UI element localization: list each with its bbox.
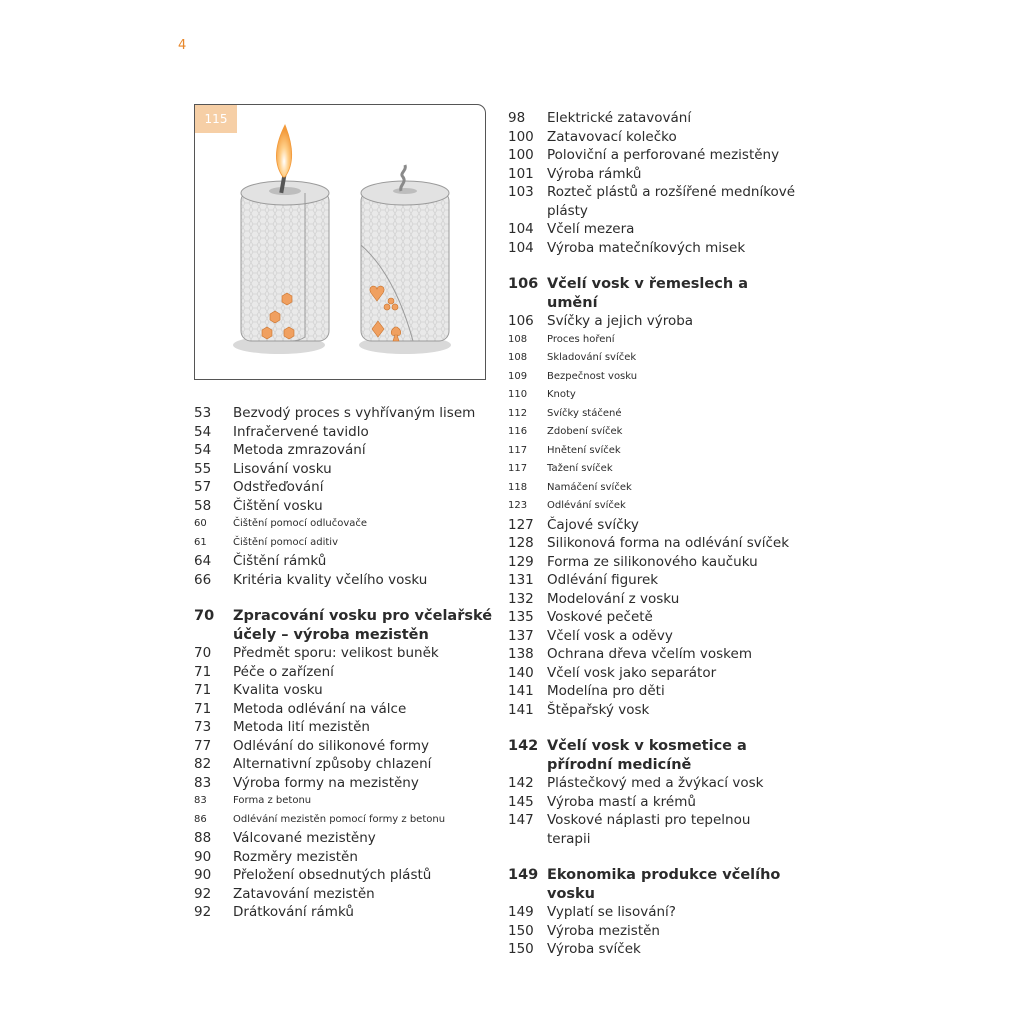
toc-page-number: 129 — [508, 553, 534, 570]
toc-entry — [508, 534, 798, 553]
toc-title: Modelína pro děti — [547, 683, 665, 699]
toc-title: Výroba svíček — [547, 941, 641, 957]
toc-page-number: 108 — [508, 352, 528, 363]
toc-title: Štěpařský vosk — [547, 701, 650, 718]
toc-page-number: 142 — [508, 775, 534, 791]
toc-page-number: 64 — [194, 553, 212, 569]
toc-page-number: 109 — [508, 370, 528, 382]
toc-page-number: 54 — [194, 442, 212, 458]
toc-title: Namáčení svíček — [547, 481, 632, 493]
toc-title: Výroba matečníkových misek — [547, 239, 746, 256]
toc-title: Bezpečnost vosku — [547, 370, 638, 382]
figure-number-badge: 115 — [195, 105, 237, 133]
toc-entry — [508, 682, 798, 701]
toc-title: Výroba mastí a krémů — [547, 793, 696, 810]
toc-page-number: 100 — [508, 128, 534, 145]
toc-title: Čištění pomocí aditiv — [233, 536, 338, 548]
toc-entry — [194, 811, 494, 830]
toc-page-number: 117 — [508, 463, 528, 474]
toc-page-number: 54 — [194, 423, 212, 440]
toc-chapter-heading — [508, 866, 798, 903]
toc-page-number: 108 — [508, 333, 528, 345]
toc-entry — [508, 128, 798, 147]
toc-entry — [508, 774, 798, 793]
toc-entry — [508, 479, 798, 498]
toc-title: Tažení svíček — [547, 463, 613, 474]
toc-entry — [194, 737, 494, 756]
toc-title: Rozměry mezistěn — [233, 848, 358, 865]
toc-title: Výroba formy na mezistěny — [233, 774, 419, 791]
toc-title: Odlévání do silikonové formy — [233, 737, 429, 754]
candle-illustration — [194, 104, 486, 380]
toc-chapter-heading — [508, 737, 798, 774]
toc-entry — [508, 165, 798, 184]
toc-title: Vyplatí se lisování? — [547, 904, 676, 920]
toc-entry — [508, 701, 798, 720]
toc-entry — [508, 664, 798, 683]
toc-entry — [194, 404, 494, 423]
toc-entry — [508, 903, 798, 922]
toc-title: Zdobení svíček — [547, 426, 623, 437]
toc-entry — [194, 755, 494, 774]
toc-entry — [508, 922, 798, 941]
toc-page-number: 145 — [508, 793, 534, 810]
toc-title: Včelí vosk v kosmetice a přírodní medicíně — [547, 738, 747, 773]
toc-title: Včelí vosk a oděvy — [547, 627, 673, 644]
toc-entry — [508, 811, 798, 848]
toc-page-number: 92 — [194, 885, 212, 902]
toc-title: Metoda odlévání na válce — [233, 700, 407, 717]
toc-title: Výroba rámků — [547, 165, 642, 182]
toc-entry — [194, 700, 494, 719]
toc-entry — [508, 590, 798, 609]
toc-page-number: 61 — [194, 536, 207, 548]
toc-title: Voskové náplasti pro tepelnou terapii — [547, 812, 751, 847]
toc-title: Zatavovací kolečko — [547, 128, 677, 145]
toc-title: Zpracování vosku pro včelařské účely – výroba mezistěn — [233, 608, 493, 643]
toc-entry — [508, 497, 798, 516]
toc-title: Předmět sporu: velikost buněk — [233, 645, 439, 661]
toc-page-number: 57 — [194, 479, 212, 495]
toc-entry — [194, 441, 494, 460]
toc-entry — [508, 627, 798, 646]
toc-page-number: 53 — [194, 405, 212, 421]
toc-page-number: 88 — [194, 830, 212, 846]
toc-page-number: 66 — [194, 571, 212, 588]
toc-title: Odlévání svíček — [547, 500, 626, 511]
toc-title: Proces hoření — [547, 333, 615, 345]
toc-page-number: 60 — [194, 518, 207, 529]
toc-title: Včelí mezera — [547, 221, 635, 237]
toc-title: Hnětení svíček — [547, 444, 621, 456]
toc-page-number: 90 — [194, 867, 212, 883]
toc-entry — [194, 552, 494, 571]
toc-page-number: 106 — [508, 276, 539, 292]
toc-title: Čajové svíčky — [547, 516, 639, 533]
toc-title: Elektrické zatavování — [547, 110, 692, 126]
toc-title: Plástečkový med a žvýkací vosk — [547, 775, 764, 791]
toc-page-number: 83 — [194, 795, 207, 806]
toc-page-number: 70 — [194, 645, 212, 661]
toc-entry — [508, 349, 798, 368]
toc-page-number: 137 — [508, 627, 534, 644]
toc-page-number: 55 — [194, 460, 212, 477]
toc-page-number: 86 — [194, 813, 207, 825]
toc-page-number: 90 — [194, 848, 212, 865]
toc-page-number: 147 — [508, 812, 534, 828]
toc-title: Odlévání figurek — [547, 572, 659, 588]
toc-entry — [194, 792, 494, 811]
toc-page-number: 112 — [508, 407, 528, 419]
toc-entry — [194, 423, 494, 442]
toc-page-number: 117 — [508, 444, 528, 456]
toc-page-number: 104 — [508, 239, 534, 256]
toc-page-number: 140 — [508, 664, 534, 681]
page-number: 4 — [178, 38, 187, 53]
toc-title: Knoty — [547, 389, 576, 400]
toc-title: Metoda lití mezistěn — [233, 719, 370, 735]
toc-entry — [508, 793, 798, 812]
toc-title: Čištění pomocí odlučovače — [233, 518, 368, 529]
toc-page-number: 73 — [194, 719, 212, 735]
toc-title: Skladování svíček — [547, 352, 637, 363]
toc-entry — [508, 220, 798, 239]
toc-page-number: 106 — [508, 313, 534, 329]
toc-entry — [194, 478, 494, 497]
toc-entry — [508, 146, 798, 165]
toc-title: Forma z betonu — [233, 795, 312, 806]
toc-page-number: 150 — [508, 941, 534, 957]
toc-chapter-heading — [508, 275, 798, 312]
toc-entry — [194, 460, 494, 479]
toc-page-number: 82 — [194, 756, 212, 772]
toc-page-number: 132 — [508, 590, 534, 607]
toc-title: Rozteč plástů a rozšířené medníkové plásty — [547, 184, 796, 219]
toc-page-number: 70 — [194, 608, 215, 624]
toc-entry — [194, 534, 494, 553]
toc-entry — [508, 553, 798, 572]
toc-entry — [194, 866, 494, 885]
toc-entry — [508, 460, 798, 479]
right-candle — [361, 165, 449, 341]
toc-title: Alternativní způsoby chlazení — [233, 756, 432, 772]
toc-entry — [194, 663, 494, 682]
toc-entry — [508, 442, 798, 461]
rolled-candles-drawing — [195, 105, 486, 380]
toc-entry — [194, 829, 494, 848]
toc-title: Voskové pečetě — [547, 609, 653, 625]
toc-page-number: 71 — [194, 700, 212, 717]
toc-page-number: 110 — [508, 389, 528, 400]
toc-page-number: 127 — [508, 516, 534, 533]
toc-page-number: 135 — [508, 609, 534, 625]
toc-page-number: 58 — [194, 497, 212, 514]
toc-title: Čištění rámků — [233, 553, 327, 569]
toc-entry — [194, 571, 494, 590]
toc-entry — [508, 405, 798, 424]
toc-entry — [508, 109, 798, 128]
toc-page-number: 128 — [508, 535, 534, 551]
toc-page-number: 118 — [508, 481, 528, 493]
toc-page-number: 123 — [508, 500, 528, 511]
toc-entry — [508, 312, 798, 331]
toc-entry — [508, 386, 798, 405]
toc-page-number: 141 — [508, 683, 534, 699]
toc-title: Včelí vosk v řemeslech a umění — [547, 276, 748, 311]
toc-title: Válcované mezistěny — [233, 830, 376, 846]
toc-title: Lisování vosku — [233, 460, 332, 477]
toc-page-number: 92 — [194, 904, 212, 920]
toc-title: Modelování z vosku — [547, 590, 680, 607]
toc-title: Svíčky a jejich výroba — [547, 313, 694, 329]
toc-title: Výroba mezistěn — [547, 922, 660, 939]
toc-page-number: 77 — [194, 737, 212, 754]
toc-entry — [194, 774, 494, 793]
toc-entry — [508, 940, 798, 959]
toc-left-column — [194, 404, 494, 922]
toc-page-number: 131 — [508, 572, 534, 588]
toc-title: Infračervené tavidlo — [233, 423, 369, 440]
toc-title: Silikonová forma na odlévání svíček — [547, 535, 790, 551]
toc-entry — [194, 515, 494, 534]
toc-title: Ochrana dřeva včelím voskem — [547, 646, 752, 662]
toc-title: Ekonomika produkce včelího vosku — [547, 867, 781, 902]
toc-entry — [508, 239, 798, 258]
toc-title: Čištění vosku — [233, 497, 323, 514]
toc-entry — [508, 571, 798, 590]
toc-title: Péče o zařízení — [233, 663, 334, 680]
toc-title: Svíčky stáčené — [547, 407, 622, 419]
toc-title: Bezvodý proces s vyhřívaným lisem — [233, 405, 476, 421]
toc-title: Zatavování mezistěn — [233, 885, 375, 902]
toc-page-number: 103 — [508, 184, 534, 200]
toc-title: Kvalita vosku — [233, 682, 323, 698]
toc-title: Včelí vosk jako separátor — [547, 664, 717, 681]
toc-title: Forma ze silikonového kaučuku — [547, 553, 758, 570]
toc-entry — [508, 183, 798, 220]
toc-page-number: 71 — [194, 663, 212, 680]
toc-page-number: 149 — [508, 904, 534, 920]
toc-page-number: 83 — [194, 774, 212, 791]
toc-page-number: 101 — [508, 165, 534, 182]
toc-entry — [508, 423, 798, 442]
toc-page-number: 98 — [508, 110, 526, 126]
toc-entry — [194, 497, 494, 516]
toc-entry — [508, 645, 798, 664]
toc-page-number: 71 — [194, 682, 212, 698]
toc-page-number: 104 — [508, 221, 534, 237]
toc-page-number: 116 — [508, 426, 528, 437]
toc-entry — [194, 681, 494, 700]
toc-entry — [194, 644, 494, 663]
toc-page-number: 141 — [508, 701, 534, 718]
toc-entry — [194, 848, 494, 867]
toc-entry — [194, 903, 494, 922]
toc-page-number: 100 — [508, 147, 534, 163]
toc-page-number: 150 — [508, 922, 534, 939]
left-candle — [241, 125, 329, 341]
toc-title: Kritéria kvality včelího vosku — [233, 571, 428, 588]
toc-title: Přeložení obsednutých plástů — [233, 867, 432, 883]
toc-title: Poloviční a perforované mezistěny — [547, 147, 780, 163]
toc-entry — [508, 516, 798, 535]
toc-entry — [194, 718, 494, 737]
toc-entry — [194, 885, 494, 904]
toc-right-column — [508, 109, 798, 959]
toc-title: Odstřeďování — [233, 479, 324, 495]
toc-page-number: 138 — [508, 646, 534, 662]
toc-title: Odlévání mezistěn pomocí formy z betonu — [233, 813, 446, 825]
toc-title: Metoda zmrazování — [233, 442, 366, 458]
toc-entry — [508, 368, 798, 387]
toc-title: Drátkování rámků — [233, 904, 354, 920]
toc-chapter-heading — [194, 607, 494, 644]
toc-page-number: 149 — [508, 867, 539, 883]
toc-entry — [508, 608, 798, 627]
toc-page-number: 142 — [508, 738, 539, 754]
toc-entry — [508, 331, 798, 350]
